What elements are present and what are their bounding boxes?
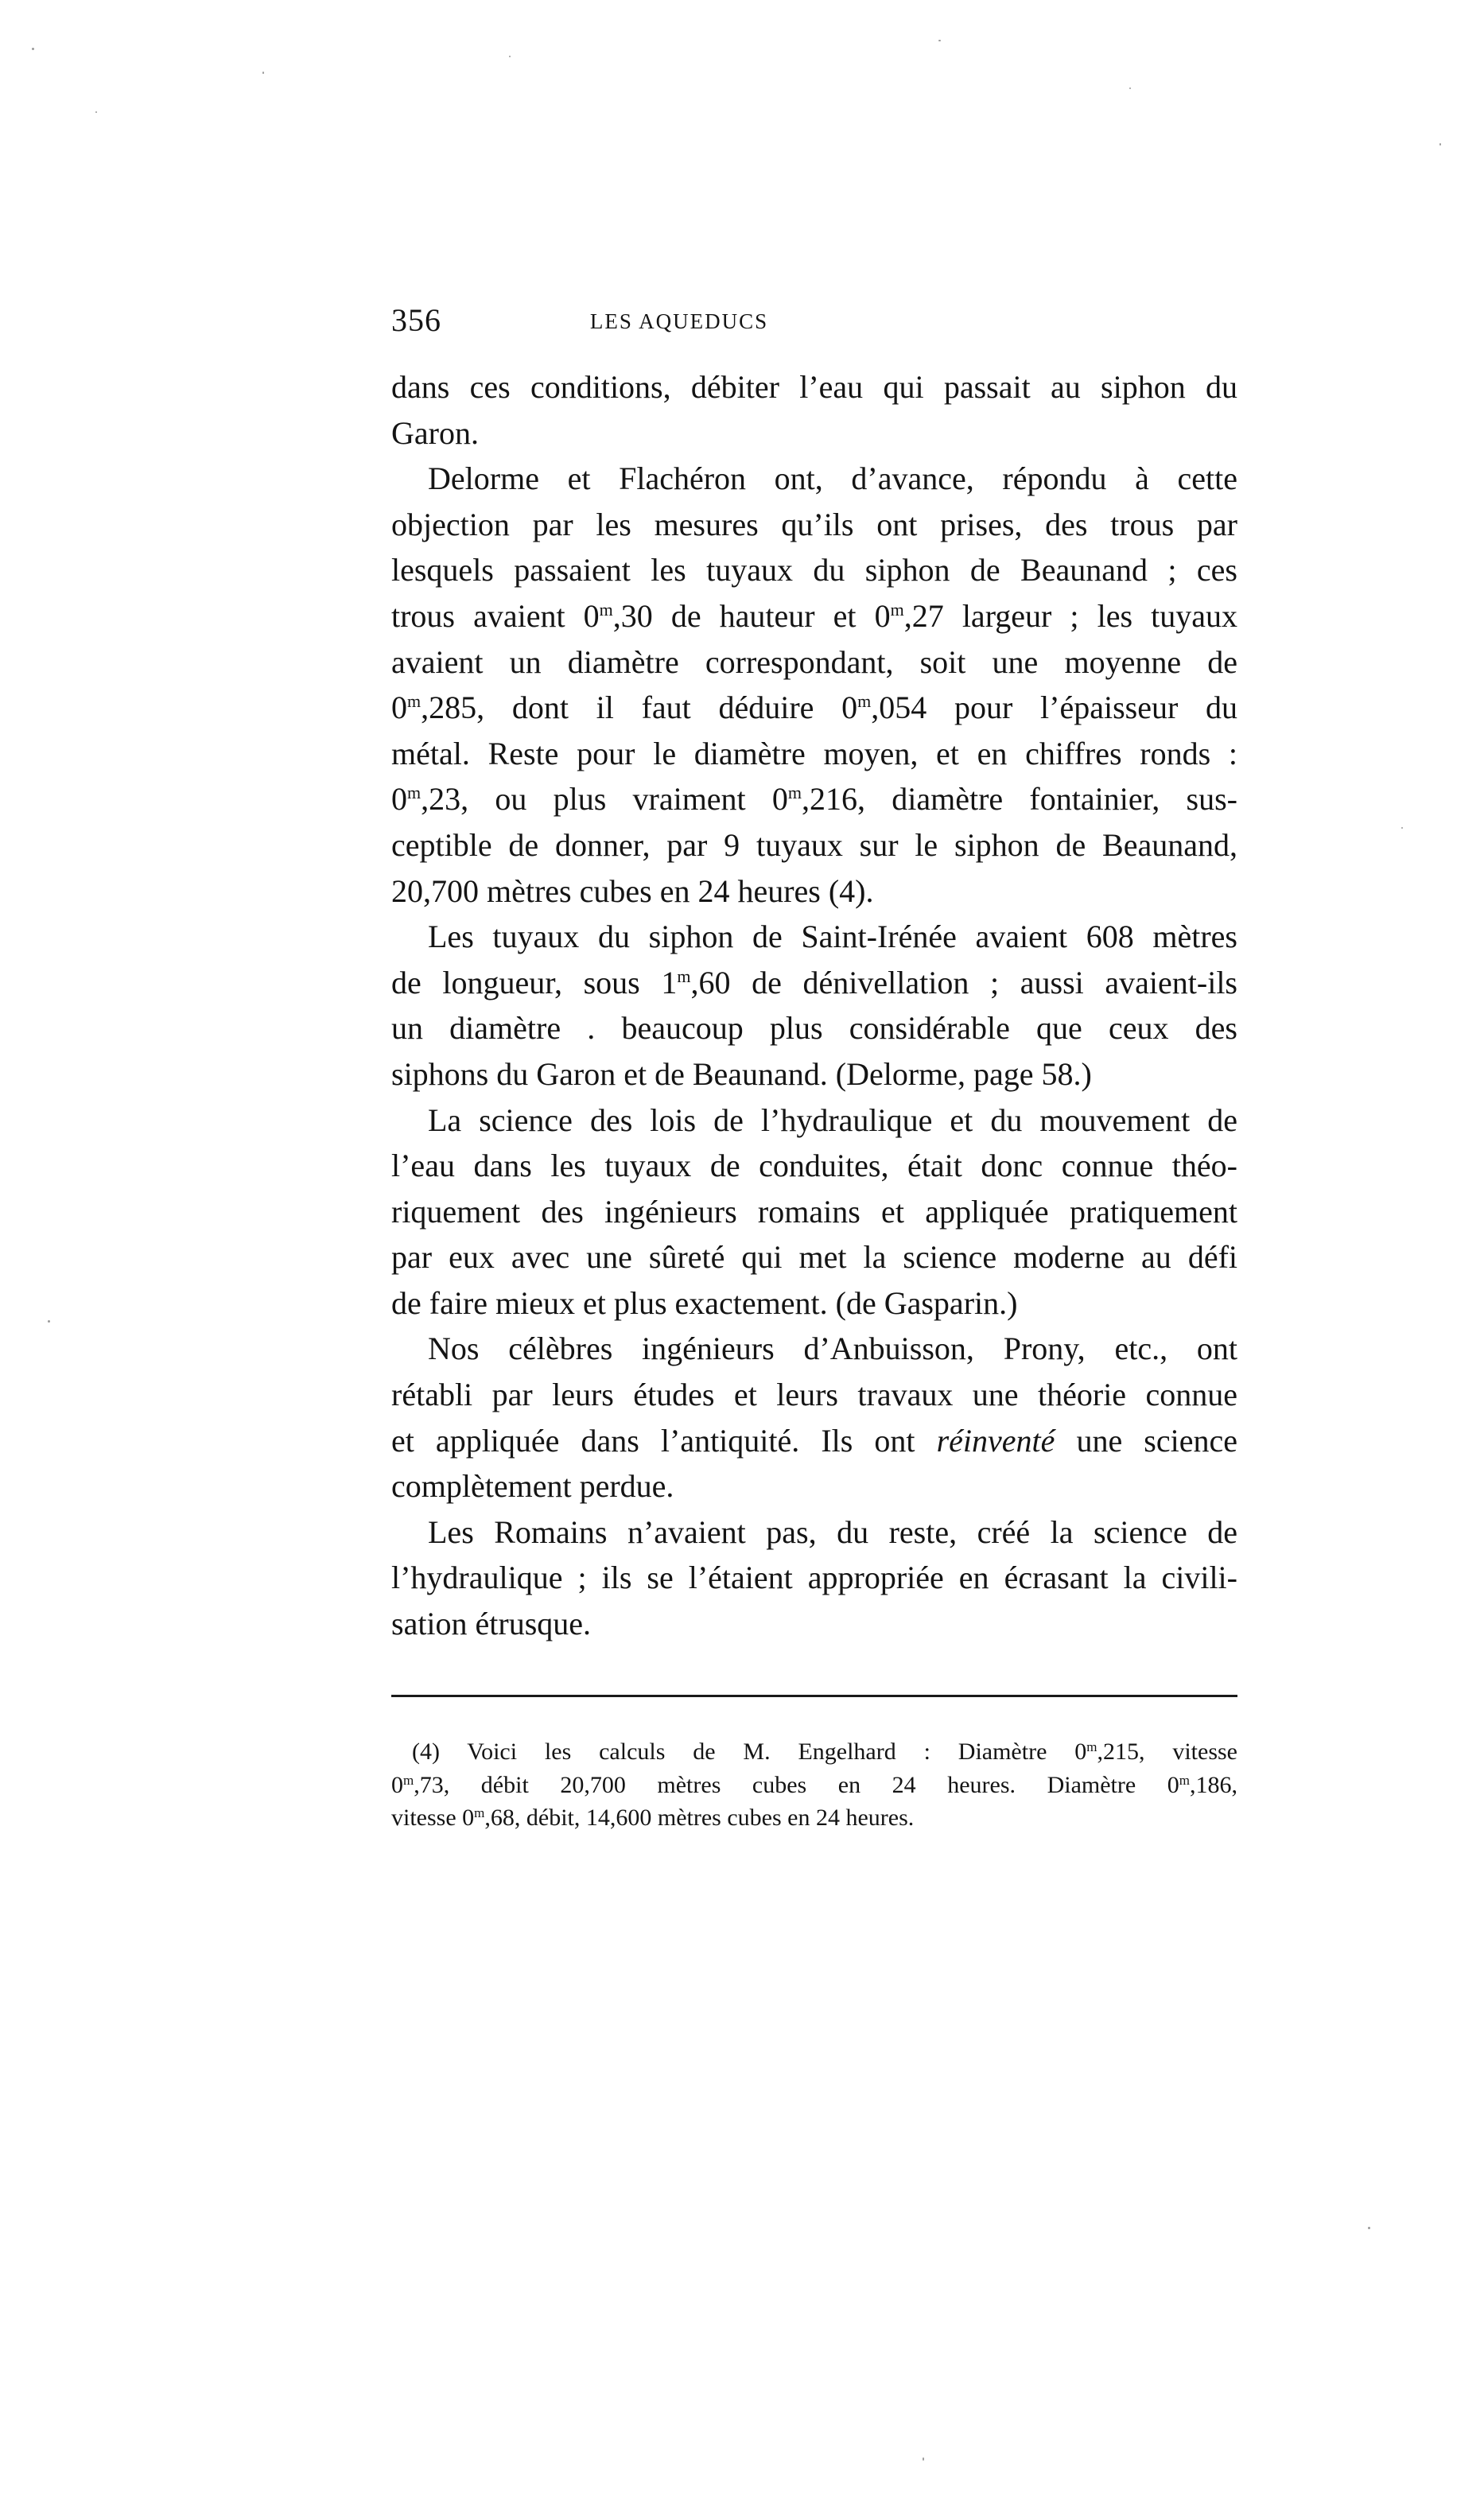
scan-speck — [509, 56, 511, 57]
unit-superscript: m — [890, 599, 904, 620]
text-line: objection par les mesures qu’ils ont prises, des trous par — [391, 506, 1237, 542]
unit-superscript: m — [403, 1772, 414, 1788]
footnote-line — [391, 1769, 1237, 1802]
text-run: et appliquée dans l’antiquité. Ils ont — [391, 1422, 937, 1459]
text-run: ,285, dont il faut déduire 0 — [421, 690, 858, 726]
text-line: rétabli par leurs études et leurs travaux une théorie connue — [391, 1377, 1237, 1413]
text-run: ,216, diamètre fontainier, sus- — [802, 781, 1237, 818]
text-line — [391, 960, 1237, 1006]
text-line: l’eau dans les tuyaux de conduites, était donc connue théo- — [391, 1148, 1237, 1184]
paragraph-science-hydraulique — [391, 1097, 1237, 1327]
text-line: La science des lois de l’hydraulique et du mouvement de — [428, 1101, 1237, 1138]
text-line — [391, 593, 1237, 639]
text-line: lesquels passaient les tuyaux du siphon de Beaunand ; ces — [391, 552, 1237, 589]
text-run: de longueur, sous 1 — [391, 964, 678, 1000]
paragraph-delorme-flacheron — [391, 456, 1237, 914]
text-line — [391, 685, 1237, 731]
text-run: trous avaient 0 — [391, 597, 600, 634]
text-run: ,054 pour l’épaisseur du — [871, 690, 1237, 726]
text-run: (4) Voici les calculs de M. Engelhard : Diamètre 0 — [412, 1738, 1087, 1765]
paragraph-continuation — [391, 364, 1237, 456]
scan-speck — [1129, 87, 1131, 89]
text-line: Delorme et Flachéron ont, d’avance, répondu à cette — [428, 460, 1237, 497]
text-run: 0 — [391, 781, 407, 818]
paragraph-romains — [391, 1509, 1237, 1647]
scan-speck — [32, 48, 34, 50]
footnote-line — [391, 1735, 1237, 1769]
text-line: Garon. — [391, 414, 479, 451]
text-run: ,68, débit, 14,600 mètres cubes en 24 heures. — [484, 1805, 915, 1831]
text-run-with-footnote-ref: 20,700 mètres cubes en 24 heures (4). — [391, 872, 874, 909]
body-text — [391, 364, 1237, 1647]
text-line: dans ces conditions, débiter l’eau qui passait au siphon du — [391, 369, 1237, 405]
text-line: par eux avec une sûreté qui met la science moderne au défi — [391, 1239, 1237, 1276]
text-line: complètement perdue. — [391, 1468, 674, 1505]
footnote-line — [391, 1801, 1237, 1835]
text-run: 0 — [391, 1771, 403, 1798]
scan-speck — [1439, 143, 1441, 146]
unit-superscript: m — [407, 691, 422, 712]
text-line: ceptible de donner, par 9 tuyaux sur le siphon de Beaunand, — [391, 826, 1237, 863]
text-line — [391, 868, 1237, 915]
text-run: ,215, vitesse — [1097, 1738, 1237, 1765]
text-line: l’hydraulique ; ils se l’étaient appropriée en écrasant la civili- — [391, 1560, 1237, 1596]
text-run: ,27 largeur ; les tuyaux — [903, 597, 1237, 634]
text-run: ,30 de hauteur et 0 — [612, 597, 891, 634]
unit-superscript: m — [787, 783, 802, 803]
text-line: riquement des ingénieurs romains et appliquée pratiquement — [391, 1193, 1237, 1230]
text-run: ,186, — [1190, 1771, 1237, 1798]
scan-speck — [48, 1320, 50, 1323]
text-line: siphons du Garon et de Beaunand. (Delorme, page 58.) — [391, 1055, 1092, 1092]
unit-superscript: m — [407, 783, 422, 803]
text-line — [391, 1418, 1237, 1464]
paragraph-ingenieurs — [391, 1326, 1237, 1509]
text-run: une science — [1055, 1422, 1237, 1459]
scan-speck — [95, 111, 97, 113]
text-line: Les Romains n’avaient pas, du reste, créé la science de — [428, 1513, 1237, 1550]
text-line: sation étrusque. — [391, 1606, 592, 1642]
footnote-separator-rule — [391, 1695, 1237, 1697]
scan-speck — [1368, 2227, 1370, 2229]
italic-emphasis: réinventé — [936, 1422, 1055, 1459]
text-line: de faire mieux et plus exactement. (de Gasparin.) — [391, 1284, 1018, 1321]
scan-speck — [262, 72, 264, 74]
scan-speck — [923, 2457, 924, 2461]
scan-speck — [1401, 827, 1403, 829]
text-line: un diamètre . beaucoup plus considérable que ceux des — [391, 1010, 1237, 1047]
text-line: métal. Reste pour le diamètre moyen, et en chiffres ronds : — [391, 735, 1237, 771]
text-line: avaient un diamètre correspondant, soit une moyenne de — [391, 643, 1237, 680]
running-head — [391, 301, 1237, 340]
footnote-4 — [391, 1735, 1237, 1835]
text-line: Les tuyaux du siphon de Saint-Irénée avaient 608 mètres — [428, 919, 1237, 955]
unit-superscript: m — [677, 965, 691, 986]
text-run: ,73, débit 20,700 mètres cubes en 24 heures. Diamètre 0 — [414, 1771, 1179, 1798]
unit-superscript: m — [1086, 1739, 1097, 1754]
text-line — [391, 776, 1237, 822]
text-run: 0 — [391, 690, 407, 726]
paragraph-saint-irenee — [391, 914, 1237, 1097]
unit-superscript: m — [474, 1805, 485, 1820]
unit-superscript: m — [599, 599, 613, 620]
page-number: 356 — [391, 302, 441, 338]
scan-speck — [938, 40, 941, 41]
unit-superscript: m — [857, 691, 872, 712]
text-run: vitesse 0 — [391, 1805, 475, 1831]
text-run: ,23, ou plus vraiment 0 — [421, 781, 788, 818]
unit-superscript: m — [1179, 1772, 1190, 1788]
text-line: Nos célèbres ingénieurs d’Anbuisson, Prony, etc., ont — [428, 1331, 1237, 1367]
text-run: ,60 de dénivellation ; aussi avaient-ils — [690, 964, 1237, 1000]
running-title: LES AQUEDUCS — [589, 309, 769, 333]
